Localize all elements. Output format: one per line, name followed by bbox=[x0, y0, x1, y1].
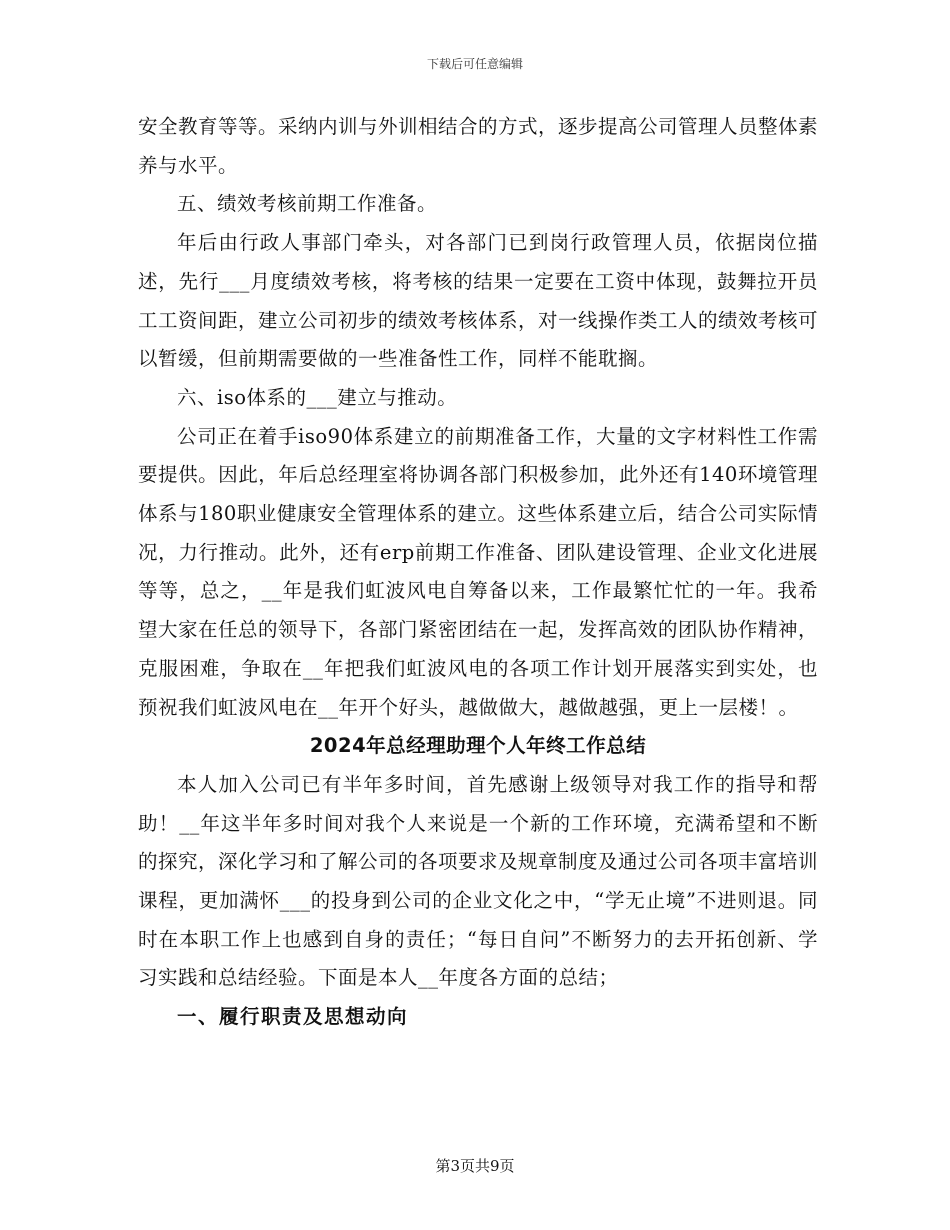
page-header-note: 下载后可任意编辑 bbox=[426, 57, 523, 71]
paragraph-iso: 公司正在着手iso90体系建立的前期准备工作，大量的文字材料性工作需要提供。因此，年后总经理室将协调各部门积极参加，此外还有140环境管理体系与180职业健康安全管理体系的建立。这些体系建立后，结合公司实际情况，力行推动。此外，还有erp前期工作准备、团队建设管理、企业文化进展等等，总之，__年是我们虹波风电自筹备以来，工作最繁忙忙的一年。我希望大家在任总的领导下，各部门紧密团结在一起，发挥高效的团队协作精神，克服困难，争取在__年把我们虹波风电的各项工作计划开展落实到实处，也预祝我们虹波风电在__年开个好头，越做做大，越做越强，更上一层楼！。 bbox=[138, 424, 819, 719]
paragraph-training-continued: 安全教育等等。采纳内训与外训相结合的方式，逐步提高公司管理人员整体素养与水平。 bbox=[138, 115, 819, 177]
document-body bbox=[138, 108, 818, 1037]
section-heading-performance: 五、绩效考核前期工作准备。 bbox=[177, 192, 438, 216]
section-heading-iso: 六、iso体系的___建立与推动。 bbox=[177, 385, 458, 409]
paragraph-intro: 本人加入公司已有半年多时间，首先感谢上级领导对我工作的指导和帮助！__年这半年多时间对我个人来说是一个新的工作环境，充满希望和不断的探究，深化学习和了解公司的各项要求及规章制度及通过公司各项丰富培训课程，更加满怀___的投身到公司的企业文化之中，“学无止境”不进则退。同时在本职工作上也感到自身的责任；“每日自问”不断努力的去开拓创新、学习实践和总结经验。下面是本人__年度各方面的总结； bbox=[138, 772, 819, 990]
section-heading-duties: 一、履行职责及思想动向 bbox=[177, 1005, 409, 1029]
document-title: 2024年总经理助理个人年终工作总结 bbox=[309, 734, 647, 758]
paragraph-performance: 年后由行政人事部门牵头，对各部门已到岗行政管理人员，依据岗位描述，先行___月度绩效考核，将考核的结果一定要在工资中体现，鼓舞拉开员工工资间距，建立公司初步的绩效考核体系，对一线操作类工人的绩效考核可以暂缓，但前期需要做的一些准备性工作，同样不能耽搁。 bbox=[138, 231, 819, 371]
page-number: 第3页共9页 bbox=[435, 1157, 515, 1175]
